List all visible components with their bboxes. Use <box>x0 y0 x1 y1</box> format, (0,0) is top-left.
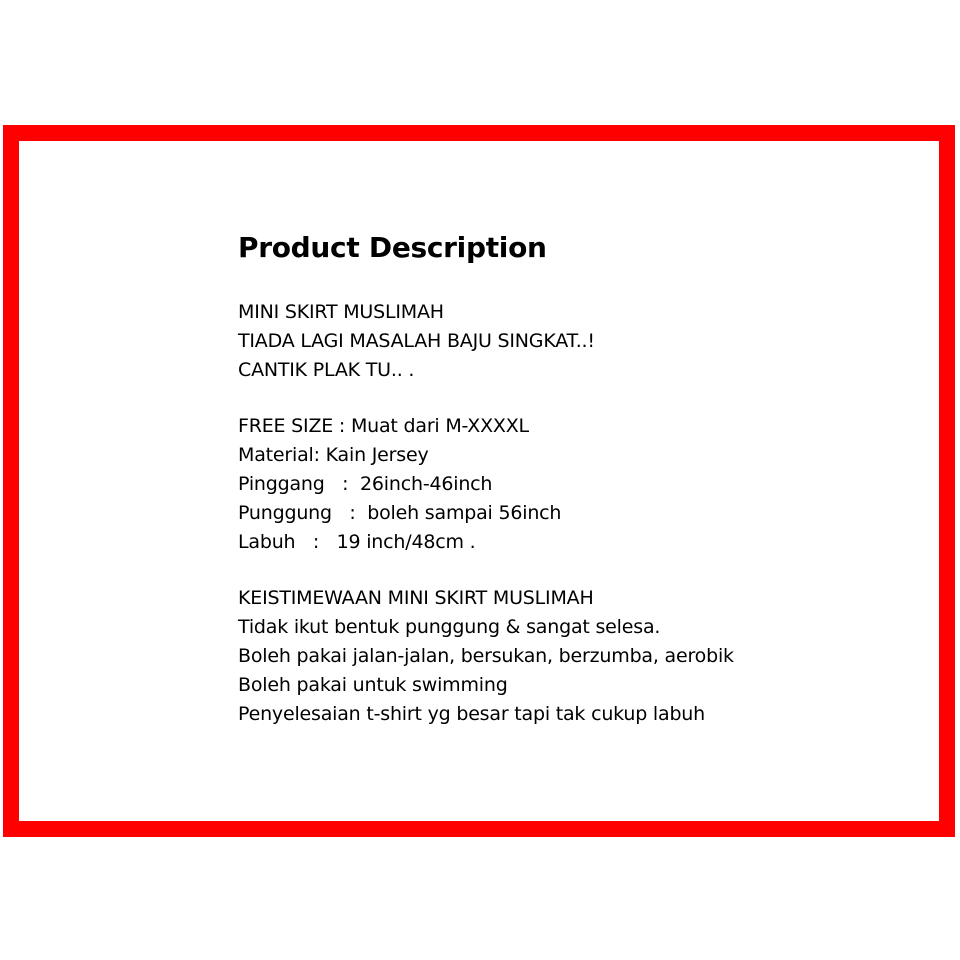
spec-line: Labuh : 19 inch/48cm . <box>238 530 476 553</box>
intro-line: MINI SKIRT MUSLIMAH <box>238 301 444 323</box>
feature-line: Tidak ikut bentuk punggung & sangat selesa. <box>238 616 661 639</box>
intro-block <box>238 298 858 384</box>
feature-line: Boleh pakai jalan-jalan, bersukan, berzumba, aerobik <box>238 644 734 667</box>
features-block <box>238 584 858 728</box>
feature-line: Boleh pakai untuk swimming <box>238 673 508 696</box>
intro-line: CANTIK PLAK TU.. . <box>238 358 415 381</box>
feature-line: Penyelesaian t-shirt yg besar tapi tak cukup labuh <box>238 702 705 725</box>
product-description-title: Product Description <box>238 231 547 264</box>
product-description-content <box>238 226 858 728</box>
spec-line: Punggung : boleh sampai 56inch <box>238 501 562 524</box>
spec-line: Material: Kain Jersey <box>238 444 429 467</box>
intro-line: TIADA LAGI MASALAH BAJU SINGKAT..! <box>238 329 595 352</box>
spec-line: FREE SIZE : Muat dari M-XXXXL <box>238 415 529 438</box>
features-heading: KEISTIMEWAAN MINI SKIRT MUSLIMAH <box>238 587 594 610</box>
specs-block <box>238 412 858 556</box>
spec-line: Pinggang : 26inch-46inch <box>238 472 493 495</box>
